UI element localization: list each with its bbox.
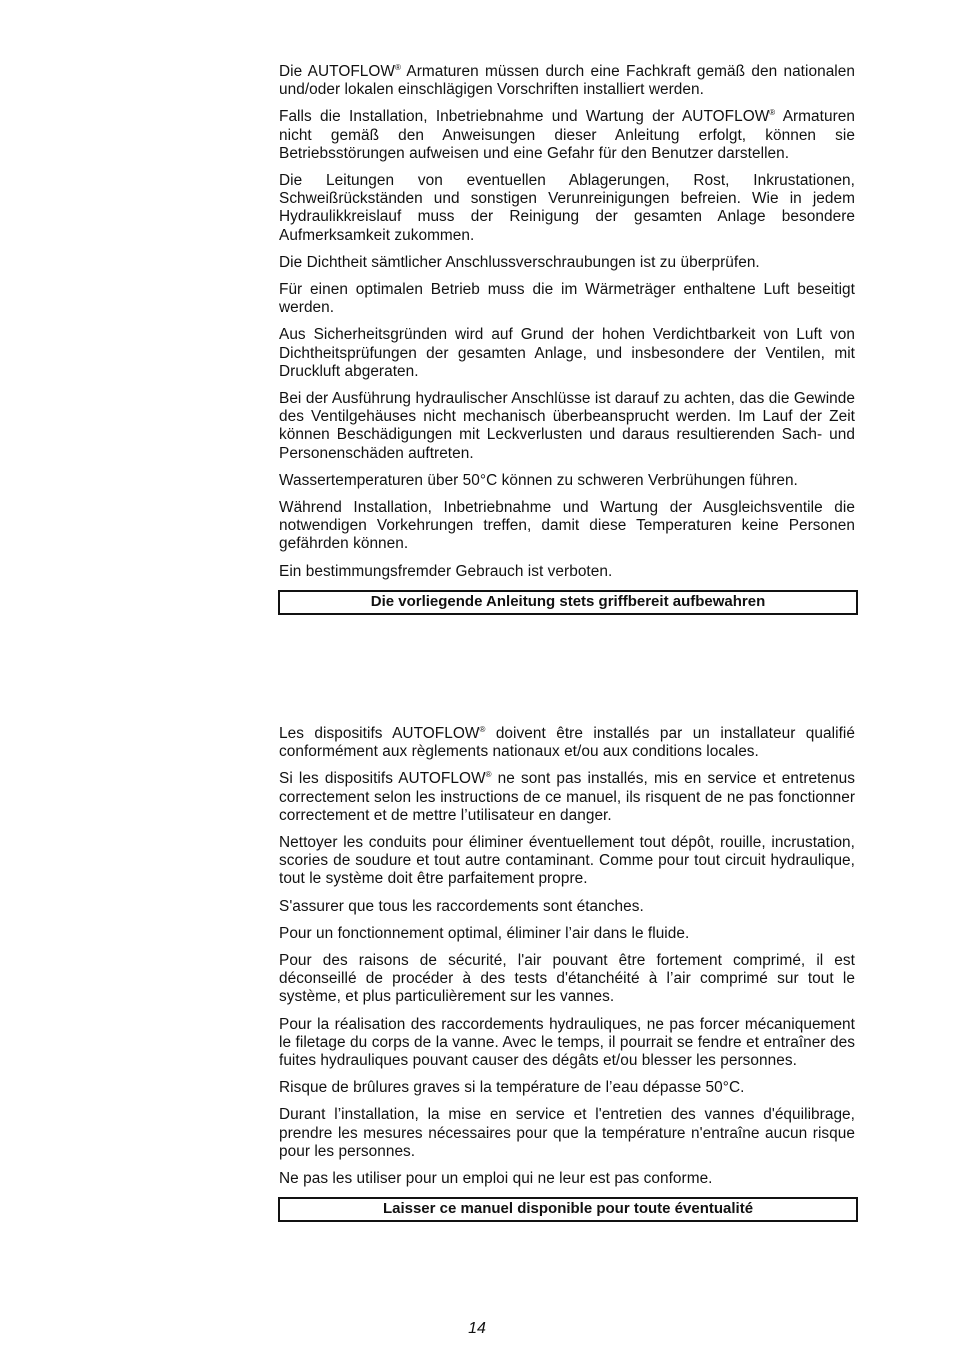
registered-mark: ®: [485, 770, 492, 780]
french-paragraph: Nettoyer les conduits pour éliminer éventuellement tout dépôt, rouille, incrustation, scories de soudure et tout autre contaminant. Comme pour tout circuit hydraulique, tout le système doit être parfaitement propre.: [279, 834, 855, 888]
registered-mark: ®: [395, 63, 401, 72]
german-section: [279, 63, 855, 615]
german-paragraph: Während Installation, Inbetriebnahme und Wartung der Ausgleichsventile die notwendigen Vorkehrungen treffen, damit diese Temperaturen keine Personen gefährden können.: [279, 499, 855, 553]
german-paragraph: Die AUTOFLOW® Armaturen müssen durch eine Fachkraft gemäß den nationalen und/oder lokalen einschlägigen Vorschriften installiert werden.: [279, 63, 855, 99]
german-paragraph: Ein bestimmungsfremder Gebrauch ist verboten.: [279, 562, 613, 580]
german-paragraph: Aus Sicherheitsgründen wird auf Grund der hohen Verdichtbarkeit von Luft von Dichtheitsprüfungen der gesamten Anlage, und insbesondere der Ventilen, mit Druckluft abgeraten.: [279, 326, 855, 380]
french-paragraph: S'assurer que tous les raccordements sont étanches.: [279, 897, 644, 915]
german-notice-box: Die vorliegende Anleitung stets griffbereit aufbewahren: [278, 590, 858, 615]
french-paragraph: Risque de brûlures graves si la température de l’eau dépasse 50°C.: [279, 1079, 745, 1097]
page-number: 14: [468, 1320, 486, 1337]
french-paragraph: Les dispositifs AUTOFLOW® doivent être installés par un installateur qualifié conformément aux règlements nationaux et/ou aux conditions locales.: [279, 725, 855, 761]
german-paragraph: Wassertemperaturen über 50°C können zu schweren Verbrühungen führen.: [279, 471, 798, 489]
registered-mark: ®: [479, 725, 486, 734]
german-paragraph: Bei der Ausführung hydraulischer Anschlüsse ist darauf zu achten, das die Gewinde des Ventilgehäuses nicht mechanisch überbeansprucht werden. Im Lauf der Zeit können Beschädigungen mit Leckverlusten und daraus resultierenden Sach- und Personenschäden auftreten.: [279, 390, 855, 462]
french-paragraph: Si les dispositifs AUTOFLOW® ne sont pas installés, mis en service et entretenus correctement selon les instructions de ce manuel, ils risquent de ne pas fonctionner correctement et de mettre l’utilisateur en danger.: [279, 770, 856, 824]
registered-mark: ®: [769, 108, 776, 118]
french-section: [279, 725, 855, 1222]
french-paragraph: Ne pas les utiliser pour un emploi qui ne leur est pas conforme.: [279, 1170, 713, 1188]
french-paragraph: Durant l’installation, la mise en service et l'entretien des vannes d'équilibrage, prendre les mesures nécessaires pour que la température n'entraîne aucun risque pour les personnes.: [279, 1106, 855, 1160]
german-paragraph: Für einen optimalen Betrieb muss die im Wärmeträger enthaltene Luft beseitigt werden.: [279, 281, 855, 317]
french-paragraph: Pour la réalisation des raccordements hydrauliques, ne pas forcer mécaniquement le filetage du corps de la vanne. Avec le temps, il pourrait se fendre et entraîner des fuites hydrauliques pouvant causer des dégâts et/ou blesser les personnes.: [279, 1015, 855, 1070]
french-paragraph: Pour un fonctionnement optimal, éliminer l’air dans le fluide.: [279, 924, 690, 942]
french-paragraph: Pour des raisons de sécurité, l'air pouvant être fortement comprimé, il est déconseillé de procéder à des tests d'étanchéité à l’air comprimé sur tout le système, et plus particulièrement sur les vannes.: [279, 952, 855, 1006]
german-paragraph: Die Dichtheit sämtlicher Anschlussverschraubungen ist zu überprüfen.: [279, 253, 760, 271]
german-paragraph: Falls die Installation, Inbetriebnahme und Wartung der AUTOFLOW® Armaturen nicht gemäß den Anweisungen dieser Anleitung erfolgt, können sie Betriebsstörungen aufweisen und eine Gefahr für den Benutzer darstellen.: [279, 108, 855, 162]
german-paragraph: Die Leitungen von eventuellen Ablagerungen, Rost, Inkrustationen, Schweißrückständen und sonstigen Verunreinigungen befreien. Wie in jedem Hydraulikkreislauf muss der Reinigung der gesamten Anlage besondere Aufmerksamkeit zukommen.: [279, 172, 855, 244]
french-notice-box: Laisser ce manuel disponible pour toute éventualité: [278, 1197, 858, 1222]
